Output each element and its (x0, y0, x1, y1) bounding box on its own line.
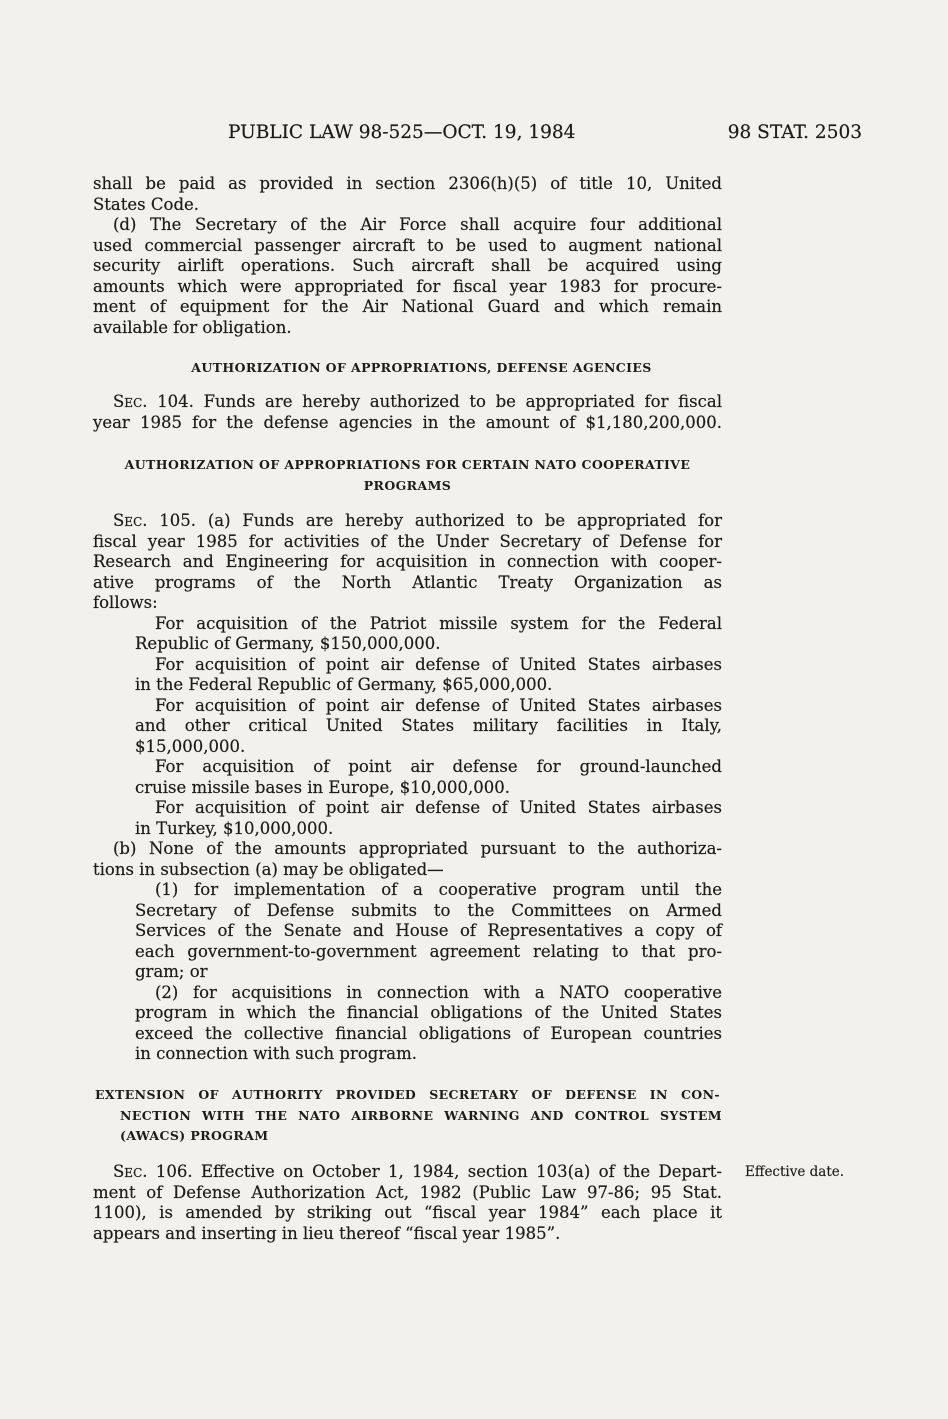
appropriation-item-line: cruise missile bases in Europe, $10,000,000. (135, 777, 510, 797)
appropriation-item-line: For acquisition of point air defense of United States airbases (155, 798, 722, 817)
text-run: 106. Effective on October 1, 1984, section 103(a) of the Depart- (155, 1162, 722, 1181)
appropriation-item-list (93, 614, 722, 840)
text-line: program in which the financial obligations of the United States (135, 1003, 722, 1022)
text-column (93, 174, 845, 1244)
text-line: Research and Engineering for acquisition in connection with cooper- (93, 552, 722, 571)
appropriation-item-line: in Turkey, $10,000,000. (135, 818, 334, 838)
text-line: tions in subsection (a) may be obligated— (93, 859, 444, 879)
section-106-first-line (93, 1162, 722, 1183)
section-105-b-paragraph-1 (93, 880, 722, 983)
section-103-continued (93, 174, 722, 215)
section-105-subsection-a (93, 511, 722, 614)
heading-line: (AWACS) PROGRAM (120, 1128, 269, 1143)
text-line: security airlift operations. Such aircraft shall be acquired using (93, 256, 722, 275)
appropriation-item (93, 614, 722, 655)
statutes-page-number: 98 STAT. 2503 (727, 122, 862, 143)
section-105-b-paragraph-2 (93, 983, 722, 1065)
section-103-subsection-d (93, 215, 722, 338)
text-line: ment of Defense Authorization Act, 1982 (Public Law 97-86; 95 Stat. (93, 1182, 722, 1202)
appropriation-item-line: $15,000,000. (135, 736, 246, 756)
text-line: (d) The Secretary of the Air Force shall acquire four additional (113, 215, 722, 234)
text-run: 104. Funds are hereby authorized to be appropriated for fiscal (157, 392, 722, 411)
section-label: Sec. (113, 511, 148, 530)
text-line: fiscal year 1985 for activities of the Under Secretary of Defense for (93, 531, 722, 551)
text-line: appears and inserting in lieu thereof “fiscal year 1985”. (93, 1223, 561, 1243)
text-line: States Code. (93, 194, 200, 214)
running-header-title: PUBLIC LAW 98-525—OCT. 19, 1984 (228, 122, 576, 143)
text-run: 105. (a) Funds are hereby authorized to be appropriated for (159, 511, 722, 530)
text-line: ative programs of the North Atlantic Treaty Organization as (93, 572, 722, 592)
text-line: year 1985 for the defense agencies in the amount of $1,180,200,000. (93, 412, 722, 432)
appropriation-item (93, 798, 722, 839)
appropriation-item (93, 696, 722, 758)
section-label: Sec. (113, 1162, 148, 1181)
text-line: in connection with such program. (135, 1044, 417, 1063)
appropriation-item-line: For acquisition of point air defense of United States airbases (155, 695, 722, 715)
text-line: Secretary of Defense submits to the Committees on Armed (135, 900, 722, 920)
text-line: each government-to-government agreement relating to that pro- (135, 941, 722, 961)
appropriation-item-line: For acquisition of the Patriot missile system for the Federal (155, 613, 722, 633)
appropriation-item-line: and other critical United States military facilities in Italy, (135, 716, 722, 735)
text-line: 1100), is amended by striking out “fiscal year 1984” each place it (93, 1203, 722, 1222)
section-105-heading (93, 455, 722, 496)
heading-line: NECTION WITH THE NATO AIRBORNE WARNING AND CONTROL SYSTEM (120, 1107, 722, 1123)
heading-line: EXTENSION OF AUTHORITY PROVIDED SECRETARY OF DEFENSE IN CON- (95, 1087, 720, 1102)
section-104 (93, 392, 722, 433)
text-line: (2) for acquisitions in connection with a NATO cooperative (155, 982, 722, 1002)
text-line: exceed the collective financial obligations of European countries (135, 1023, 722, 1043)
section-106-heading (93, 1085, 722, 1147)
text-line: available for obligation. (93, 317, 292, 337)
section-104-first-line (93, 392, 722, 413)
section-label: Sec. (113, 392, 148, 411)
section-104-heading: AUTHORIZATION OF APPROPRIATIONS, DEFENSE AGENCIES (191, 360, 652, 375)
text-line: shall be paid as provided in section 2306(h)(5) of title 10, United (93, 174, 722, 193)
text-line: amounts which were appropriated for fiscal year 1983 for procure- (93, 276, 722, 296)
margin-note-effective-date: Effective date. (745, 1164, 845, 1180)
text-line: (1) for implementation of a cooperative program until the (155, 880, 722, 899)
section-105-subsection-b (93, 839, 722, 880)
text-line: ment of equipment for the Air National Guard and which remain (93, 297, 722, 316)
appropriation-item-line: in the Federal Republic of Germany, $65,000,000. (135, 675, 553, 694)
heading-line: PROGRAMS (363, 477, 452, 493)
appropriation-item-line: For acquisition of point air defense of United States airbases (155, 654, 722, 674)
heading-line: AUTHORIZATION OF APPROPRIATIONS FOR CERTAIN NATO COOPERATIVE (124, 457, 691, 472)
text-line: gram; or (135, 962, 208, 981)
text-line: Services of the Senate and House of Representatives a copy of (135, 921, 722, 940)
appropriation-item-line: Republic of Germany, $150,000,000. (135, 634, 441, 653)
appropriation-item (93, 757, 722, 798)
section-105-first-line (93, 511, 722, 532)
text-line: used commercial passenger aircraft to be used to augment national (93, 235, 722, 255)
appropriation-item (93, 655, 722, 696)
text-line: follows: (93, 593, 158, 612)
appropriation-item-line: For acquisition of point air defense for ground-launched (155, 757, 722, 776)
text-line: (b) None of the amounts appropriated pursuant to the authoriza- (113, 839, 722, 858)
section-106 (93, 1162, 845, 1244)
